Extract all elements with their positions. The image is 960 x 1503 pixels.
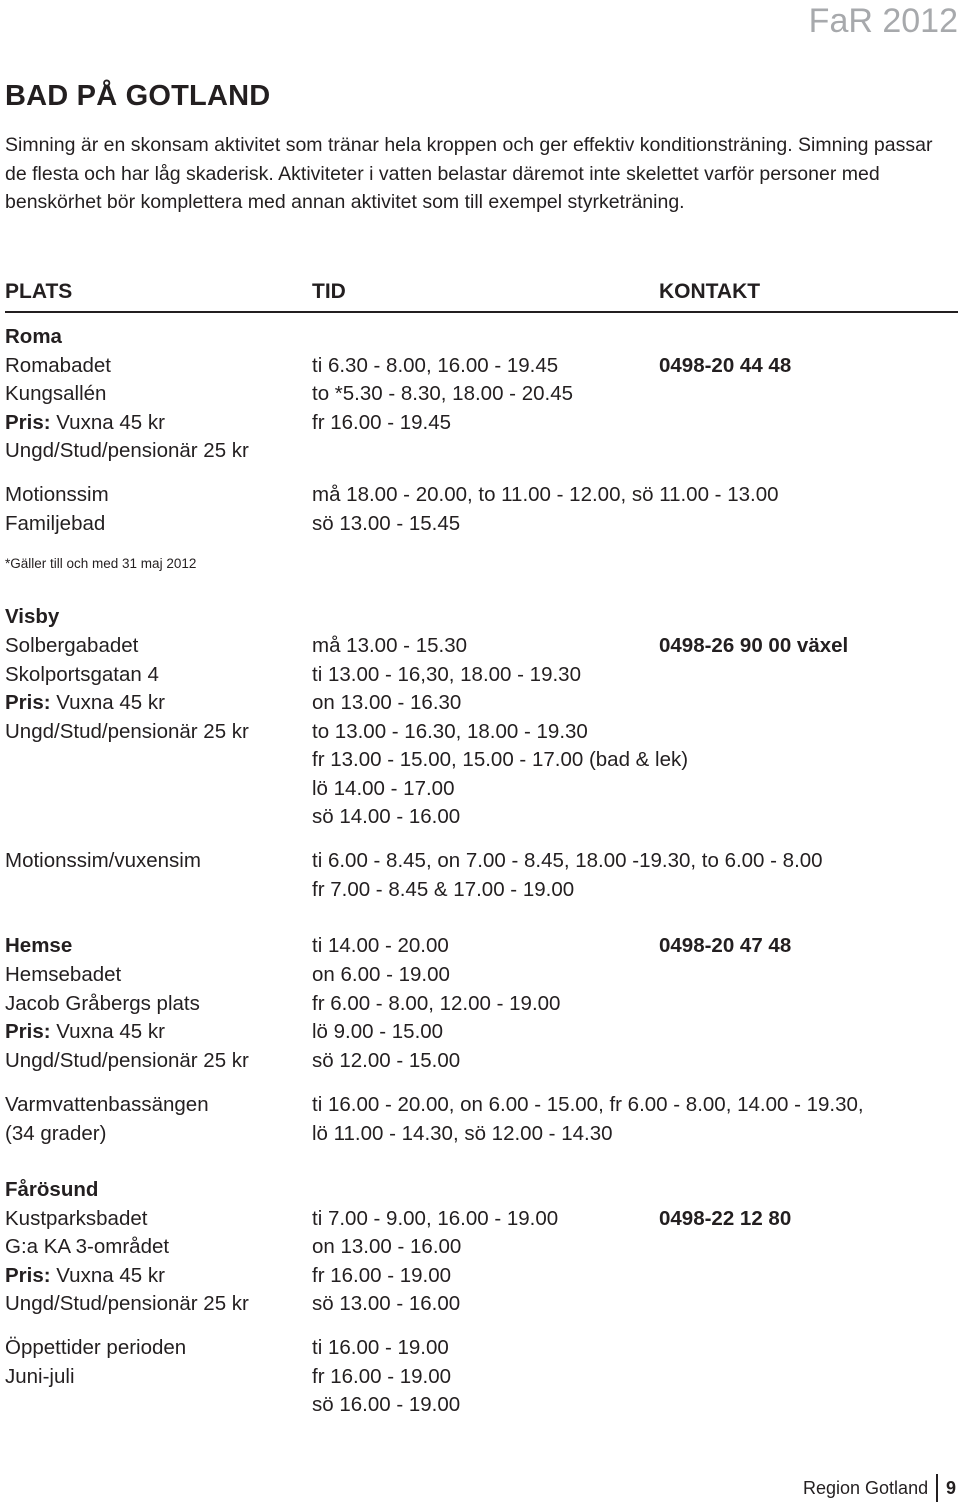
farosund-price-adult <box>5 1262 165 1291</box>
farosund-place-name: Kustparksbadet <box>5 1207 148 1230</box>
visby-time-7: sö 14.00 - 16.00 <box>312 805 461 828</box>
visby-price-adult <box>5 689 165 718</box>
farosund-period-label-1: Öppettider perioden <box>5 1336 187 1359</box>
hemse-place-name: Hemsebadet <box>5 963 122 986</box>
hemse-time-5: sö 12.00 - 15.00 <box>312 1049 461 1072</box>
farosund-price-youth: Ungd/Stud/pensionär 25 kr <box>5 1292 249 1315</box>
roma-footnote: *Gäller till och med 31 maj 2012 <box>5 556 197 571</box>
farosund-contact: 0498-22 12 80 <box>659 1207 792 1230</box>
header-tag: FaR 2012 <box>808 2 958 40</box>
page-title: BAD PÅ GOTLAND <box>5 80 271 112</box>
visby-heading: Visby <box>5 605 60 628</box>
intro-text: Simning är en skonsam aktivitet som tränar hela kroppen och ger effektiv konditionsträning. Simning passar de flesta och har låg skaderisk. Aktiviteter i vatten belastar däremot inte skelettet varför personer med benskörhet bör komplettera med annan aktivitet som till exempel styrketräning. <box>5 134 933 213</box>
hemse-time-3: fr 6.00 - 8.00, 12.00 - 19.00 <box>312 992 561 1015</box>
roma-family-time: sö 13.00 - 15.45 <box>312 512 461 535</box>
visby-time-1: må 13.00 - 15.30 <box>312 634 467 657</box>
visby-place-name: Solbergabadet <box>5 634 139 657</box>
farosund-period-time-3: sö 16.00 - 19.00 <box>312 1393 461 1416</box>
hemse-warm-label-2: (34 grader) <box>5 1122 107 1145</box>
roma-time-2: to *5.30 - 8.30, 18.00 - 20.45 <box>312 382 573 405</box>
farosund-time-4: sö 13.00 - 16.00 <box>312 1292 461 1315</box>
visby-contact: 0498-26 90 00 växel <box>659 634 849 657</box>
roma-price-youth: Ungd/Stud/pensionär 25 kr <box>5 439 249 462</box>
hemse-contact: 0498-20 47 48 <box>659 934 792 957</box>
visby-time-3: on 13.00 - 16.30 <box>312 691 462 714</box>
price-label: Pris: <box>5 691 51 714</box>
price-adult-value: Vuxna 45 kr <box>50 1264 165 1287</box>
hemse-place-address: Jacob Gråbergs plats <box>5 992 200 1015</box>
page-number: 9 <box>946 1478 957 1498</box>
farosund-time-2: on 13.00 - 16.00 <box>312 1235 462 1258</box>
roma-place-name: Romabadet <box>5 354 111 377</box>
roma-time-3: fr 16.00 - 19.45 <box>312 411 452 434</box>
hemse-warm-label-1: Varmvattenbassängen <box>5 1093 209 1116</box>
price-adult-value: Vuxna 45 kr <box>50 691 165 714</box>
farosund-period-time-1: ti 16.00 - 19.00 <box>312 1336 449 1359</box>
roma-time-1: ti 6.30 - 8.00, 16.00 - 19.45 <box>312 354 559 377</box>
visby-time-4: to 13.00 - 16.30, 18.00 - 19.30 <box>312 720 588 743</box>
hemse-warm-time-1: ti 16.00 - 20.00, on 6.00 - 15.00, fr 6.00 - 8.00, 14.00 - 19.30, <box>312 1093 864 1116</box>
farosund-period-time-2: fr 16.00 - 19.00 <box>312 1365 452 1388</box>
price-adult-value: Vuxna 45 kr <box>50 1020 165 1043</box>
hemse-time-4: lö 9.00 - 15.00 <box>312 1020 444 1043</box>
visby-motion-label: Motionssim/vuxensim <box>5 849 201 872</box>
visby-price-youth: Ungd/Stud/pensionär 25 kr <box>5 720 249 743</box>
visby-time-2: ti 13.00 - 16,30, 18.00 - 19.30 <box>312 663 581 686</box>
roma-motion-label: Motionssim <box>5 483 109 506</box>
farosund-heading: Fårösund <box>5 1178 99 1201</box>
farosund-place-address: G:a KA 3-området <box>5 1235 170 1258</box>
footer-divider <box>936 1474 938 1502</box>
visby-place-address: Skolportsgatan 4 <box>5 663 159 686</box>
visby-time-5: fr 13.00 - 15.00, 15.00 - 17.00 (bad & lek) <box>312 748 689 771</box>
hemse-time-1: ti 14.00 - 20.00 <box>312 934 449 957</box>
column-header-plats: PLATS <box>5 280 73 303</box>
roma-price-adult <box>5 409 165 438</box>
farosund-time-1: ti 7.00 - 9.00, 16.00 - 19.00 <box>312 1207 559 1230</box>
farosund-time-3: fr 16.00 - 19.00 <box>312 1264 452 1287</box>
visby-motion-time-1: ti 6.00 - 8.45, on 7.00 - 8.45, 18.00 -19.30, to 6.00 - 8.00 <box>312 849 823 872</box>
roma-contact: 0498-20 44 48 <box>659 354 792 377</box>
hemse-price-youth: Ungd/Stud/pensionär 25 kr <box>5 1049 249 1072</box>
price-adult-value: Vuxna 45 kr <box>50 411 165 434</box>
visby-motion-time-2: fr 7.00 - 8.45 & 17.00 - 19.00 <box>312 878 575 901</box>
roma-heading: Roma <box>5 325 62 348</box>
roma-motion-time: må 18.00 - 20.00, to 11.00 - 12.00, sö 11.00 - 13.00 <box>312 483 779 506</box>
price-label: Pris: <box>5 1020 51 1043</box>
roma-family-label: Familjebad <box>5 512 106 535</box>
column-header-tid: TID <box>312 280 346 303</box>
column-header-kontakt: KONTAKT <box>659 280 761 303</box>
footer-region: Region Gotland <box>803 1478 929 1498</box>
hemse-price-adult <box>5 1018 165 1047</box>
hemse-warm-time-2: lö 11.00 - 14.30, sö 12.00 - 14.30 <box>312 1122 613 1145</box>
visby-time-6: lö 14.00 - 17.00 <box>312 777 455 800</box>
header-divider <box>5 311 958 313</box>
farosund-period-label-2: Juni-juli <box>5 1365 75 1388</box>
price-label: Pris: <box>5 1264 51 1287</box>
hemse-time-2: on 6.00 - 19.00 <box>312 963 450 986</box>
roma-place-address: Kungsallén <box>5 382 107 405</box>
hemse-heading: Hemse <box>5 934 73 957</box>
price-label: Pris: <box>5 411 51 434</box>
